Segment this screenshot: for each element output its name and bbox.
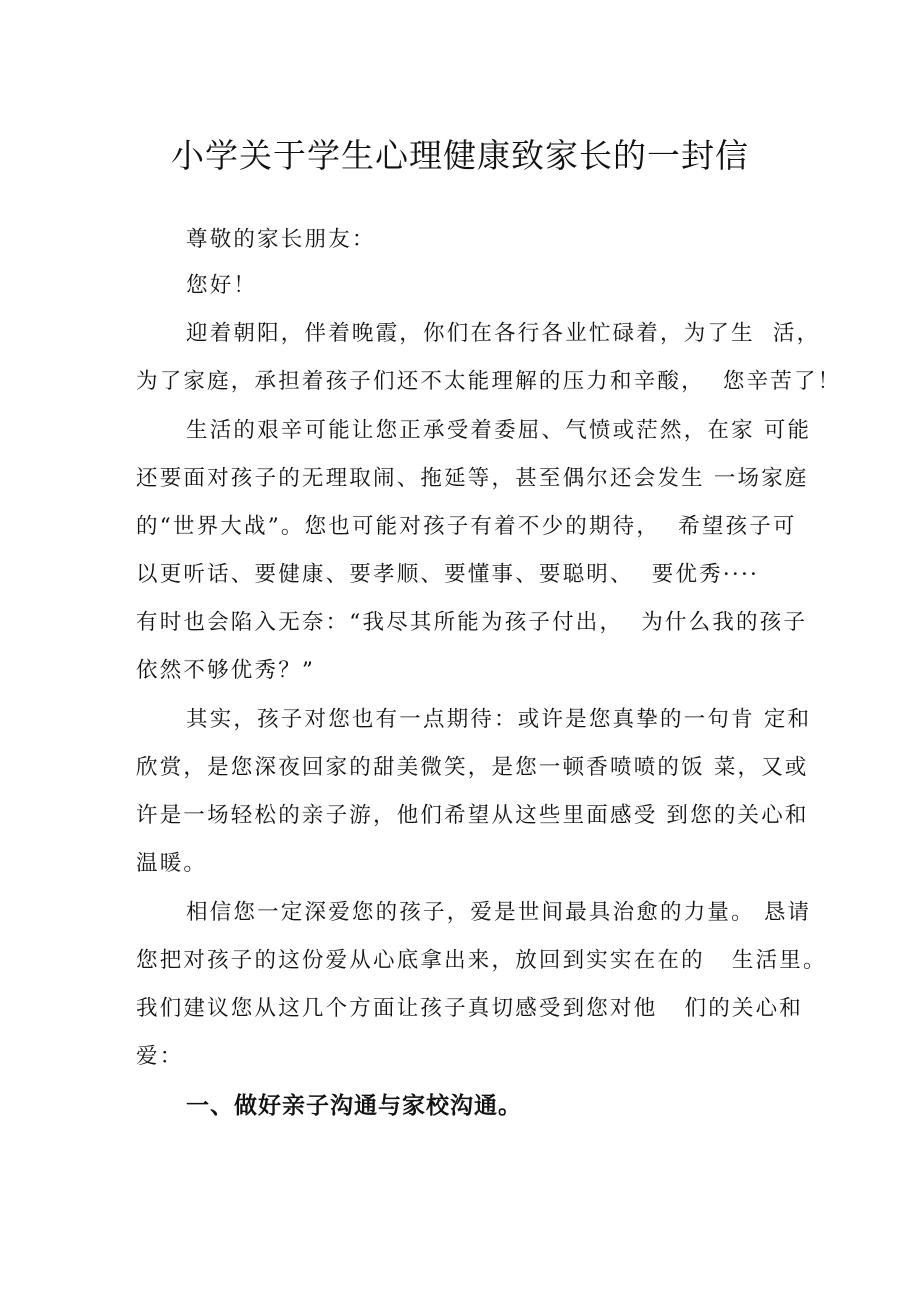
paragraph-line: 许是一场轻松的亲子游，他们希望从这些里面感受 到您的关心和 [136, 803, 809, 828]
section-heading: 一、做好亲子沟通与家校沟通。 [186, 1093, 522, 1119]
paragraph-line: 还要面对孩子的无理取闹、拖延等，甚至偶尔还会发生 一场家庭 [136, 466, 809, 491]
page-title: 小学关于学生心理健康致家长的一封信 [171, 136, 749, 175]
paragraph-line: 迎着朝阳，伴着晚霞，你们在各行各业忙碌着，为了生 活， [186, 321, 821, 346]
paragraph-line: 生活的艰辛可能让您正承受着委屈、气愤或茫然，在家 可能 [186, 418, 812, 443]
paragraph-line: 温暖。 [136, 851, 208, 876]
paragraph-line: 相信您一定深爱您的孩子，爱是世间最具治愈的力量。 恳请 [186, 900, 812, 925]
paragraph-line: 为了家庭，承担着孩子们还不太能理解的压力和辛酸， 您辛苦了！ [136, 369, 842, 394]
paragraph-line: 欣赏，是您深夜回家的甜美微笑，是您一顿香喷喷的饭 菜，又或 [136, 755, 809, 780]
paragraph-line: 您把对孩子的这份爱从心底拿出来，放回到实实在在的 生活里。 [136, 948, 827, 973]
paragraph-line: 依然不够优秀？” [136, 658, 316, 683]
paragraph-line: 的“世界大战”。您也可能对孩子有着不少的期待， 希望孩子可 [136, 514, 797, 539]
salutation: 尊敬的家长朋友： [186, 227, 376, 252]
paragraph-line: 其实，孩子对您也有一点期待：或许是您真挚的一句肯 定和 [186, 707, 812, 732]
paragraph-line: 我们建议您从这几个方面让孩子真切感受到您对他 们的关心和 [136, 996, 804, 1021]
paragraph-line: 爱： [136, 1044, 184, 1069]
paragraph-line: 以更听话、要健康、要孝顺、要懂事、要聪明、 要优秀···· [136, 562, 760, 587]
greeting: 您好！ [186, 273, 258, 298]
paragraph-line: 有时也会陷入无奈：“我尽其所能为孩子付出， 为什么我的孩子 [136, 610, 808, 635]
